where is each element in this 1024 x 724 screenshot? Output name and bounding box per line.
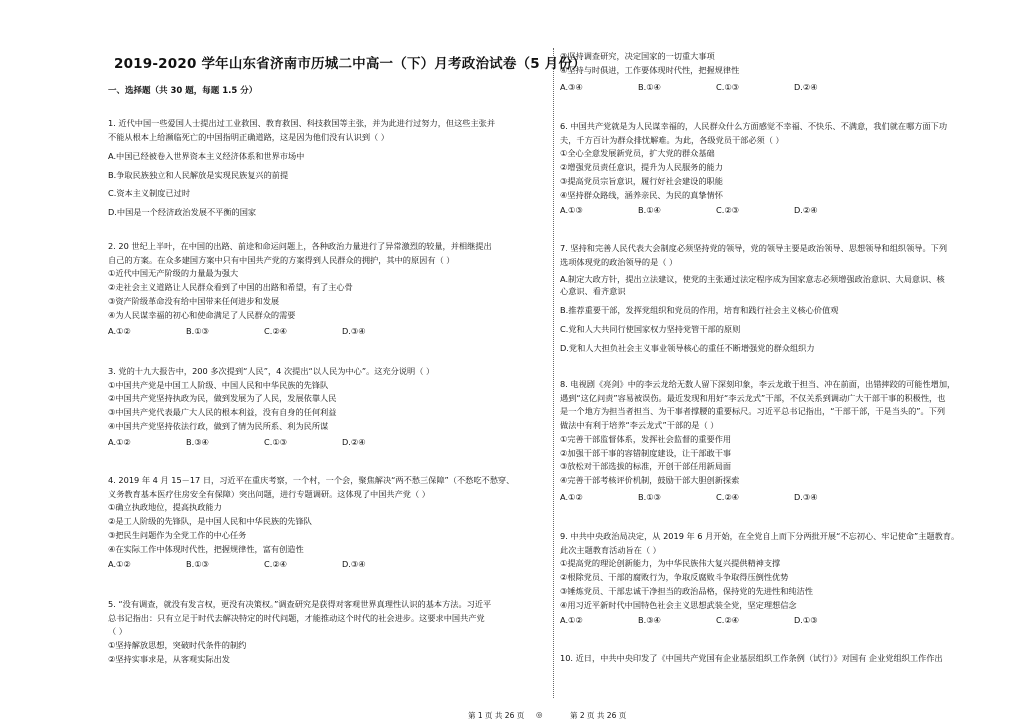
- question-text-line: ①提高党的理论创新能力，为中华民族伟大复兴提供精神支撑: [560, 558, 781, 569]
- answer-option[interactable]: D.②④: [794, 205, 818, 215]
- question-text-line: 不能从根本上给濒临死亡的中国指明正确道路，这是因为他们没有认识到（ ）: [108, 131, 389, 142]
- question-text-line: ③锤炼党员、干部忠诚干净担当的政治品格，保持党的先进性和纯洁性: [560, 585, 813, 596]
- answer-option[interactable]: A.①③: [560, 205, 583, 215]
- answer-option[interactable]: C.②④: [264, 559, 287, 569]
- page-number-left: 第 1 页 共 26 页: [468, 711, 525, 720]
- question-text-line: ①确立执政地位，提高执政能力: [108, 502, 222, 513]
- answer-option[interactable]: A.①②: [108, 437, 131, 447]
- exam-title: 2019-2020 学年山东省济南市历城二中高一（下）月考政治试卷（5 月份）: [114, 56, 586, 72]
- footer-separator: ◎: [536, 710, 543, 719]
- answer-options: [560, 82, 872, 92]
- question-text-line: 6. 中国共产党就是为人民谋幸福的，人民群众什么方面感觉不幸福、不快乐、不满意，我们就在哪方面下功: [560, 121, 948, 131]
- answer-option[interactable]: A.中国已经被卷入世界资本主义经济体系和世界市场中: [108, 151, 305, 161]
- question-text-line: ③把民生问题作为全党工作的中心任务: [108, 529, 247, 540]
- answer-option[interactable]: B.③④: [638, 615, 661, 625]
- right-column: [560, 0, 1004, 700]
- answer-option[interactable]: C.②④: [716, 615, 739, 625]
- left-column: [108, 0, 586, 700]
- question-text-line: 8. 电视剧《亮剑》中的李云龙给无数人留下深刻印象，李云龙敢于担当、冲在前面，出错摔跤的可能性增加，: [560, 379, 956, 389]
- answer-option[interactable]: D.②④: [794, 82, 818, 92]
- answer-option[interactable]: D.②④: [342, 437, 366, 447]
- answer-options: [560, 615, 872, 625]
- question-text-line: ③放松对干部选拔的标准，开创干部任用新局面: [560, 461, 732, 472]
- question-text-line: 选项体现党的政治领导的是（ ）: [560, 256, 678, 267]
- answer-option[interactable]: 心意识、看齐意识: [560, 286, 626, 296]
- answer-options: [560, 492, 872, 502]
- question-text-line: ②增强党员责任意识，提升为人民服务的能力: [560, 162, 723, 173]
- answer-option[interactable]: A.①②: [560, 615, 583, 625]
- question-text-line: ③资产阶级革命没有给中国带来任何进步和发展: [108, 295, 280, 306]
- answer-options: [108, 326, 420, 336]
- answer-option[interactable]: D.党和人大担负社会主义事业领导核心的重任不断增强党的群众组织力: [560, 343, 815, 353]
- answer-options: [560, 205, 872, 215]
- answer-option[interactable]: D.①③: [794, 615, 818, 625]
- question-text-line: 4. 2019 年 4 月 15－17 日，习近平在重庆考察，一个村，一个会，聚焦解决“两不愁三保障”（不愁吃不愁穿、: [108, 475, 515, 485]
- question-text-line: ④在实际工作中体现时代性，把握规律性，富有创造性: [108, 543, 304, 554]
- question-text-line: 夫，千方百计为群众排忧解难。为此，各级党员干部必须（ ）: [560, 134, 784, 145]
- answer-option[interactable]: C.①③: [264, 437, 287, 447]
- answer-options: [108, 559, 420, 569]
- answer-option[interactable]: B.①④: [638, 205, 661, 215]
- answer-option[interactable]: D.③④: [342, 326, 366, 336]
- answer-option[interactable]: B.①③: [638, 492, 661, 502]
- question-text-line: 遇到“这亿问责”容易被误伤。最近发现和用好“李云龙式”干部，不仅关系到调动广大干部干事的积极性，也: [560, 392, 946, 403]
- question-text-line: 总书记指出：只有立足于时代去解决特定的时代问题，才能推动这个时代的社会进步。这要求中国共产党: [108, 612, 485, 623]
- answer-option[interactable]: A.③④: [560, 82, 583, 92]
- question-text-line: ①坚持解放思想，突破时代条件的制约: [108, 640, 247, 651]
- question-text-line: 5. “没有调查，就没有发言权，更没有决策权。”调查研究是获得对客观世界真理性认识的基本方法。习近平: [108, 599, 492, 609]
- answer-option[interactable]: B.①③: [186, 559, 209, 569]
- answer-option[interactable]: A.①②: [108, 326, 131, 336]
- section-heading: 一、选择题（共 30 题，每题 1.5 分）: [108, 86, 258, 96]
- question-text-line: ①完善干部监督体系，发挥社会监督的重要作用: [560, 433, 732, 444]
- answer-option[interactable]: D.③④: [342, 559, 366, 569]
- question-text-line: ③坚持调查研究，决定国家的一切重大事项: [560, 51, 715, 61]
- question-text-line: ②走社会主义道路让人民群众看到了中国的出路和希望，有了主心骨: [108, 282, 353, 293]
- question-text-line: 9. 中共中央政治局决定，从 2019 年 6 月开始，在全党自上而下分两批开展“不忘初心、牢记使命”主题教育。: [560, 531, 960, 541]
- answer-option[interactable]: A.①②: [560, 492, 583, 502]
- question-text-line: 义务教育基本医疗住房安全有保障）突出问题，进行专题调研。这体现了中国共产党（ ）: [108, 488, 430, 499]
- answer-option[interactable]: D.中国是一个经济政治发展不平衡的国家: [108, 207, 257, 217]
- answer-option[interactable]: C.①③: [716, 82, 739, 92]
- answer-option[interactable]: C.党和人大共同行使国家权力坚持党管干部的原则: [560, 324, 741, 334]
- question-text-line: ②坚持实事求是，从客观实际出发: [108, 653, 230, 664]
- answer-option[interactable]: C.②④: [264, 326, 287, 336]
- answer-option[interactable]: B.①③: [186, 326, 209, 336]
- page-number-right: 第 2 页 共 26 页: [570, 711, 627, 720]
- question-text-line: ②加强干部干事的容错制度建设，让干部敢干事: [560, 447, 732, 458]
- question-text-line: ③提高党员宗旨意识，履行好社会建设的职能: [560, 175, 723, 186]
- question-text-line: ④用习近平新时代中国特色社会主义思想武装全党，坚定理想信念: [560, 599, 797, 610]
- answer-option[interactable]: B.③④: [186, 437, 209, 447]
- question-text-line: ④完善干部考核评价机制，鼓励干部大胆创新探索: [560, 474, 740, 485]
- question-text-line: ①近代中国无产阶级的力量最为强大: [108, 268, 239, 279]
- question-text-line: 1. 近代中国一些爱国人士提出过工业救国、教育救国、科技救国等主张，并为此进行过努力，但这些主张并: [108, 118, 496, 128]
- answer-option[interactable]: D.③④: [794, 492, 818, 502]
- question-text-line: 3. 党的十九大报告中，200 多次提到“人民”，4 次提出“以人民为中心”。这充分说明（ ）: [108, 366, 435, 376]
- answer-option[interactable]: B.争取民族独立和人民解放是实现民族复兴的前提: [108, 170, 289, 180]
- question-text-line: 2. 20 世纪上半叶，在中国的出路、前途和命运问题上，各种政治力量进行了异常激烈的较量，并相继提出: [108, 241, 492, 251]
- question-text-line: 是一个地方为担当者担当、为干事者撑腰的重要标尺。习近平总书记指出，“干部干部，干是当头的”。下列: [560, 406, 946, 417]
- question-text-line: ④中国共产党坚持依法行政，做到了情为民所系、利为民所谋: [108, 420, 329, 431]
- question-text-line: ④为人民谋幸福的初心和使命满足了人民群众的需要: [108, 309, 296, 320]
- answer-option[interactable]: C.资本主义制度已过时: [108, 188, 191, 198]
- question-text-line: ①全心全意发展新党员，扩大党的群众基础: [560, 148, 715, 159]
- question-text-line: 7. 坚持和完善人民代表大会制度必须坚持党的领导，党的领导主要是政治领导、思想领导和组织领导。下列: [560, 243, 948, 253]
- answer-option[interactable]: B.推荐重要干部，发挥党组织和党员的作用，培育和践行社会主义核心价值观: [560, 305, 839, 315]
- answer-option[interactable]: A.①②: [108, 559, 131, 569]
- answer-option[interactable]: A.制定大政方针，提出立法建议，使党的主张通过法定程序成为国家意志必须增强政治意识、大局意识、核: [560, 274, 945, 284]
- answer-option[interactable]: C.②④: [716, 492, 739, 502]
- column-divider: [553, 48, 554, 698]
- question-text-line: 自己的方案。在众多建国方案中只有中国共产党的方案得到人民群众的拥护，其中的原因有（ ）: [108, 254, 455, 265]
- question-text-line: ②中国共产党坚持执政为民，做到发展为了人民，发展依靠人民: [108, 393, 337, 404]
- question-text-line: 10. 近日，中共中央印发了《中国共产党国有企业基层组织工作条例（试行）》对国有 企业党组织工作作出: [560, 653, 943, 663]
- question-text-line: ②根除党员、干部的腐败行为，争取反腐败斗争取得压倒性优势: [560, 572, 789, 583]
- question-text-line: ②是工人阶级的先锋队，是中国人民和中华民族的先锋队: [108, 516, 312, 527]
- question-text-line: 做法中有利于培养“李云龙式”干部的是（ ）: [560, 420, 719, 431]
- answer-option[interactable]: C.②③: [716, 205, 739, 215]
- answer-option[interactable]: B.①④: [638, 82, 661, 92]
- question-text-line: （ ）: [108, 626, 127, 637]
- answer-options: [108, 437, 420, 447]
- question-text-line: ④坚持群众路线，涵养亲民、为民的真挚情怀: [560, 189, 723, 200]
- question-text-line: 此次主题教育活动旨在（ ）: [560, 544, 661, 555]
- question-text-line: ③中国共产党代表最广大人民的根本利益，没有自身的任何利益: [108, 407, 337, 418]
- question-text-line: ④坚持与时俱进，工作要体现时代性，把握规律性: [560, 64, 740, 75]
- question-text-line: ①中国共产党是中国工人阶级、中国人民和中华民族的先锋队: [108, 379, 329, 390]
